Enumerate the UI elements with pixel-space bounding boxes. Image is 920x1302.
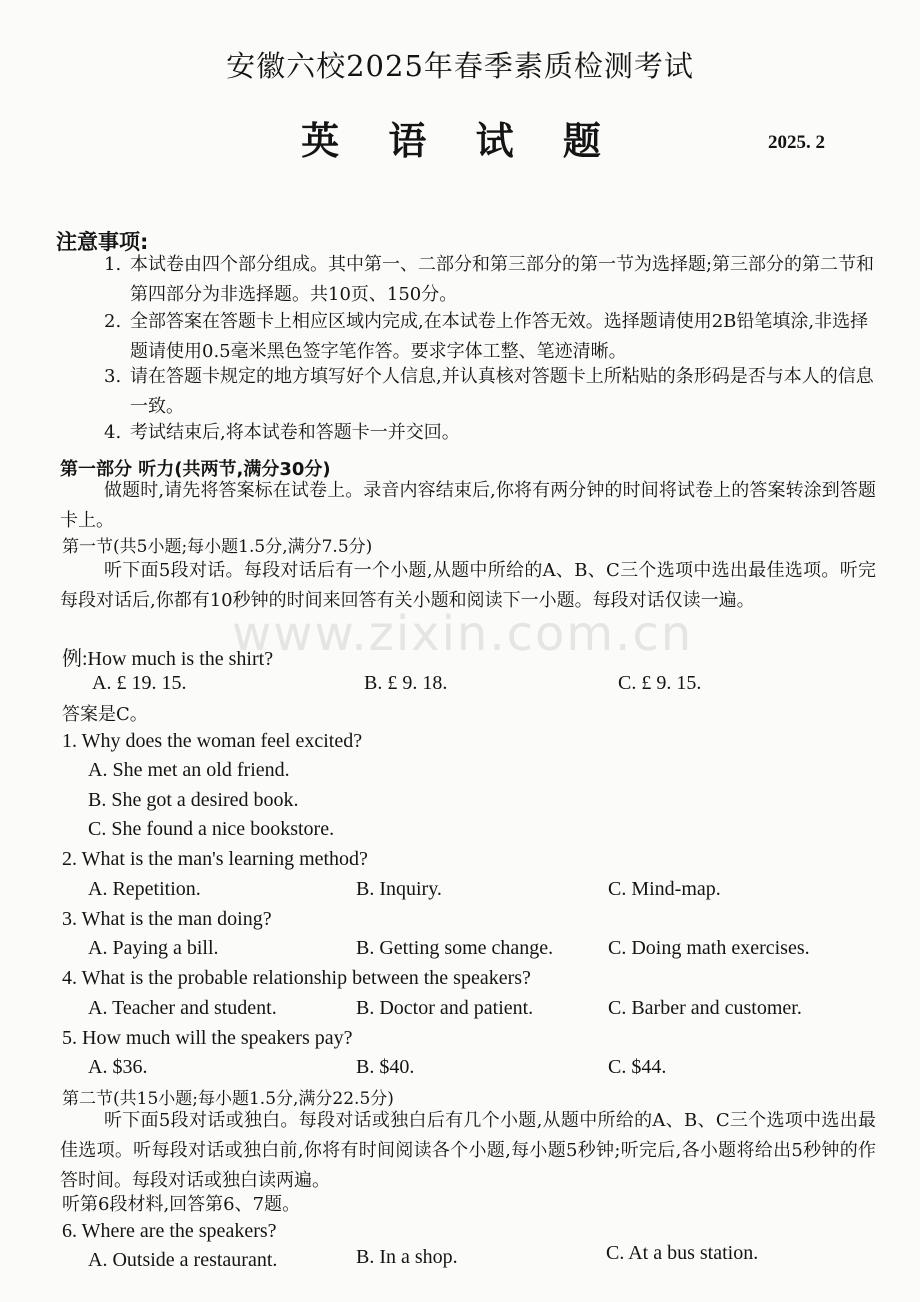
q1-option-a: A. She met an old friend. <box>88 759 290 781</box>
q2-option-c: C. Mind-map. <box>608 878 721 900</box>
example-option-b: B. £ 9. 18. <box>364 672 448 694</box>
example-question: 例:How much is the shirt? <box>62 648 274 670</box>
q1-option-c: C. She found a nice bookstore. <box>88 818 335 840</box>
question-1: 1. Why does the woman feel excited? <box>62 730 363 752</box>
q4-option-c: C. Barber and customer. <box>608 997 802 1019</box>
question-2: 2. What is the man's learning method? <box>62 848 368 870</box>
q6-option-a: A. Outside a restaurant. <box>88 1249 278 1271</box>
watermark: www.zixin.com.cn <box>232 606 694 662</box>
note-text: 全部答案在答题卡上相应区域内完成,在本试卷上作答无效。选择题请使用2B铅笔填涂,非选择题请使用0.5毫米黑色签字笔作答。要求字体工整、笔迹清晰。 <box>130 311 869 362</box>
q6-option-c: C. At a bus station. <box>606 1242 759 1264</box>
q1-option-b: B. She got a desired book. <box>88 789 299 811</box>
q5-option-c: C. $44. <box>608 1056 667 1078</box>
note-item <box>104 418 880 448</box>
question-6: 6. Where are the speakers? <box>62 1220 277 1242</box>
note-number: 2. <box>104 311 122 332</box>
question-3: 3. What is the man doing? <box>62 908 272 930</box>
exam-date: 2025. 2 <box>768 132 825 153</box>
question-4: 4. What is the probable relationship between the speakers? <box>62 967 531 989</box>
note-text: 本试卷由四个部分组成。其中第一、二部分和第三部分的第一节为选择题;第三部分的第二节和第四部分为非选择题。共10页、150分。 <box>130 254 875 305</box>
note-item <box>104 307 880 367</box>
note-text: 考试结束后,将本试卷和答题卡一并交回。 <box>130 422 460 443</box>
q4-option-b: B. Doctor and patient. <box>356 997 534 1019</box>
notes-heading: 注意事项: <box>56 230 149 254</box>
exam-title: 安徽六校2025年春季素质检测考试 <box>226 49 694 83</box>
section1-heading: 第一节(共5小题;每小题1.5分,满分7.5分) <box>62 537 373 557</box>
note-item <box>104 362 880 422</box>
q5-option-a: A. $36. <box>88 1056 148 1078</box>
part1-heading: 第一部分 听力(共两节,满分30分) <box>60 459 331 480</box>
q5-option-b: B. $40. <box>356 1056 415 1078</box>
example-answer: 答案是C。 <box>62 704 148 725</box>
note-number: 3. <box>104 366 122 387</box>
q4-option-a: A. Teacher and student. <box>88 997 277 1019</box>
q2-option-a: A. Repetition. <box>88 878 201 900</box>
q3-option-a: A. Paying a bill. <box>88 937 219 959</box>
question-5: 5. How much will the speakers pay? <box>62 1027 353 1049</box>
note-text: 请在答题卡规定的地方填写好个人信息,并认真核对答题卡上所粘贴的条形码是否与本人的信息一致。 <box>130 366 874 417</box>
q2-option-b: B. Inquiry. <box>356 878 442 900</box>
note-item <box>104 250 880 310</box>
example-option-c: C. £ 9. 15. <box>618 672 702 694</box>
section1-instructions: 听下面5段对话。每段对话后有一个小题,从题中所给的A、B、C三个选项中选出最佳选项。听完每段对话后,你都有10秒钟的时间来回答有关小题和阅读下一小题。每段对话仅读一遍。 <box>60 560 876 611</box>
note-number: 4. <box>104 422 122 443</box>
part1-intro: 做题时,请先将答案标在试卷上。录音内容结束后,你将有两分钟的时间将试卷上的答案转涂到答题卡上。 <box>60 480 876 531</box>
subject-title: 英 语 试 题 <box>301 119 619 163</box>
section2-heading: 第二节(共15小题;每小题1.5分,满分22.5分) <box>62 1089 394 1109</box>
section2-instructions: 听下面5段对话或独白。每段对话或独白后有几个小题,从题中所给的A、B、C三个选项中选出最佳选项。听每段对话或独白前,你将有时间阅读各个小题,每小题5秒钟;听完后,各小题将给出5秒钟的作答时间。每段对话或独白读两遍。 <box>60 1110 876 1191</box>
example-option-a: A. £ 19. 15. <box>92 672 187 694</box>
material-instruction: 听第6段材料,回答第6、7题。 <box>62 1194 301 1215</box>
q3-option-b: B. Getting some change. <box>356 937 554 959</box>
q3-option-c: C. Doing math exercises. <box>608 937 810 959</box>
note-number: 1. <box>104 254 122 275</box>
q6-option-b: B. In a shop. <box>356 1246 458 1268</box>
